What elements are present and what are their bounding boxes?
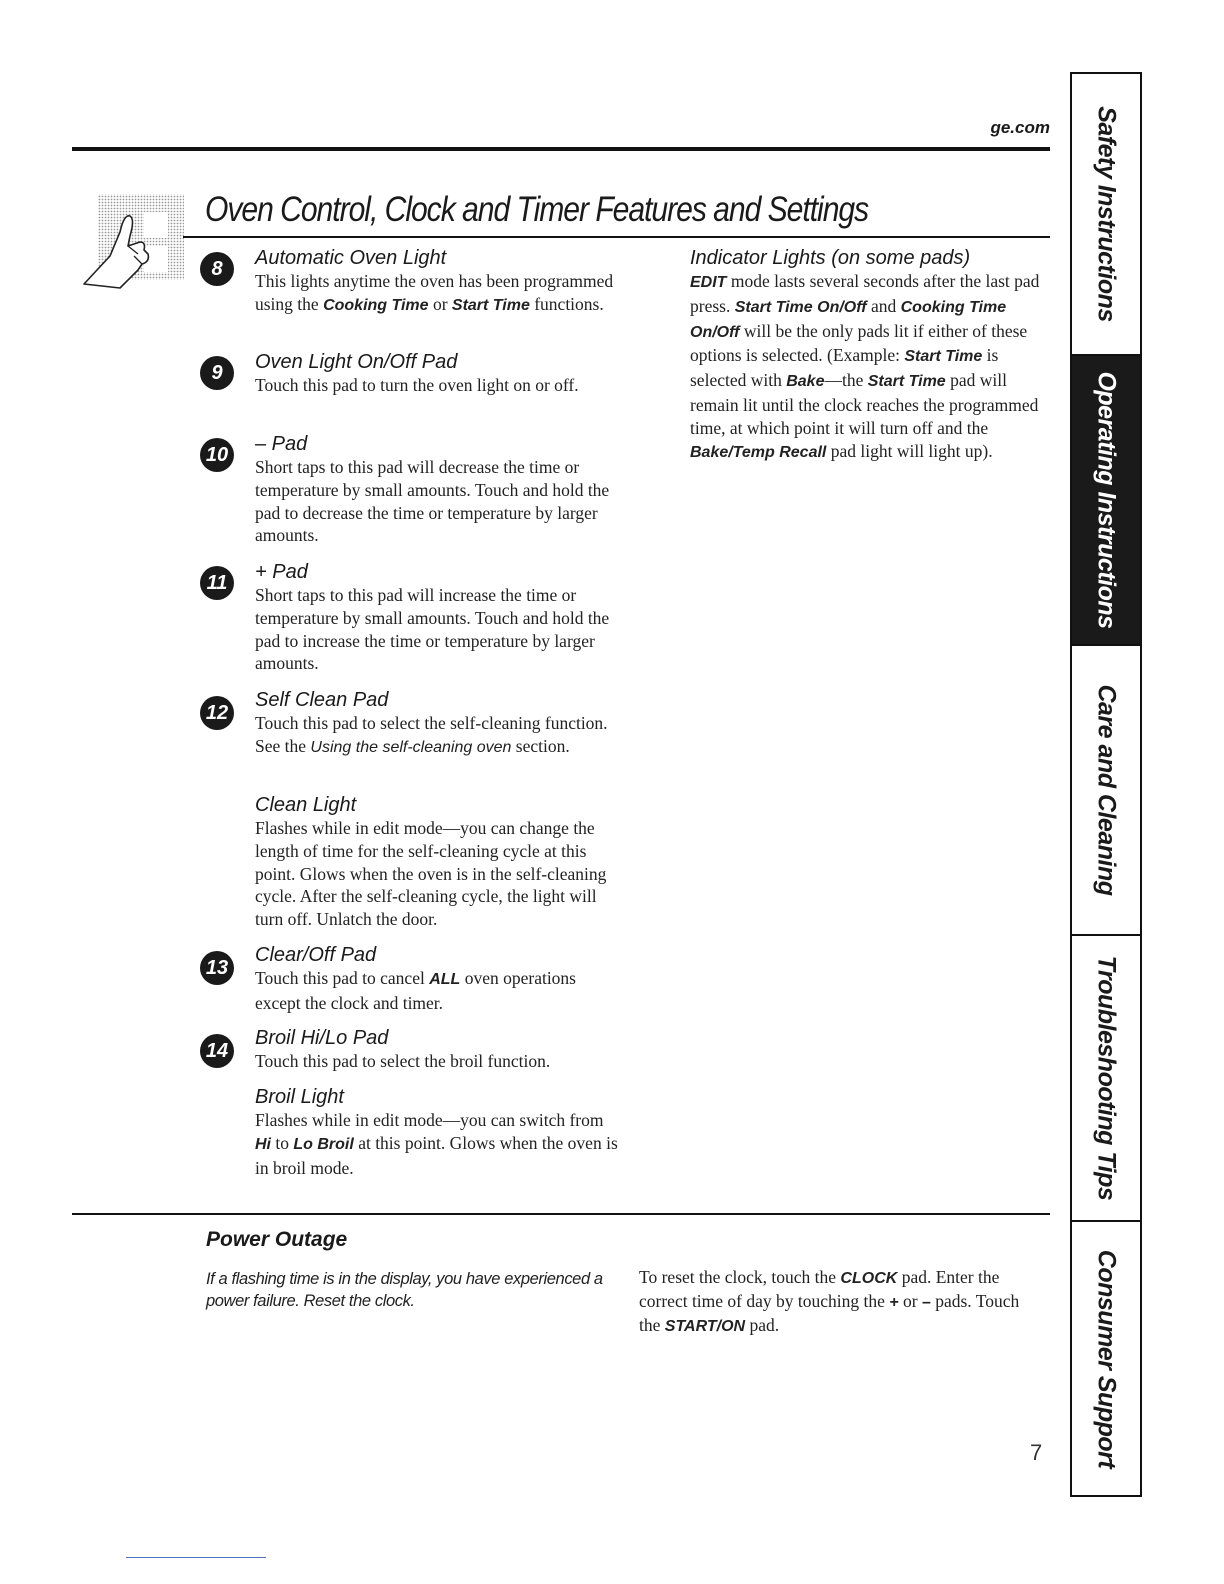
feature-body	[255, 584, 620, 675]
body-text: pads. Touch the	[639, 1291, 1020, 1335]
feature-body	[255, 1109, 620, 1179]
tab-label: Safety Instructions	[1092, 106, 1121, 322]
emphasis-text: Using the self-cleaning oven	[310, 738, 512, 756]
feature-heading: Clear/Off Pad	[255, 944, 377, 966]
item-number-badge: 8	[200, 252, 234, 286]
title-rule	[183, 236, 1050, 238]
body-text: Flashes while in edit mode—you can change the length of time for the self-cleaning cycle at this point. Glows when the oven is in the self-cleaning cycle. After the self-cleaning cycle, the light will turn off. Unlatch the door.	[255, 818, 607, 930]
tab-care-and-cleaning[interactable]	[1072, 646, 1140, 936]
body-text: This lights anytime the oven has been programmed using the	[255, 271, 614, 314]
emphasis-text: Bake	[786, 373, 825, 391]
item-number-badge: 12	[200, 696, 234, 730]
body-text: is selected with	[690, 345, 999, 391]
feature-self-clean-pad	[200, 688, 620, 760]
body-text: functions.	[529, 293, 604, 314]
item-number-badge: 14	[200, 1034, 234, 1068]
body-text: Touch this pad to select the broil function.	[255, 1051, 551, 1071]
body-text: and	[866, 295, 901, 316]
item-number-badge: 11	[200, 566, 234, 600]
tab-label: Troubleshooting Tips	[1092, 955, 1121, 1201]
body-text: or	[898, 1291, 922, 1311]
item-number-badge: 10	[200, 438, 234, 472]
emphasis-text: ALL	[429, 971, 461, 988]
feature-body	[690, 270, 1050, 464]
page-title: Oven Control, Clock and Timer Features and Settings	[205, 190, 869, 229]
body-text: Short taps to this pad will increase the time or temperature by small amounts. Touch and hold the pad to increase the time or temperature by larger amounts.	[255, 585, 610, 674]
feature-heading: Clean Light	[255, 794, 357, 816]
emphasis-text: START/ON	[664, 1318, 746, 1335]
body-text: Touch this pad to cancel	[255, 968, 430, 988]
feature-automatic-oven-light	[200, 246, 620, 318]
emphasis-text: Start Time	[867, 373, 946, 391]
feature-body	[255, 270, 620, 318]
feature-clear-off-pad	[200, 943, 620, 1015]
body-text: section.	[511, 735, 570, 756]
power-outage-instructions	[639, 1266, 1039, 1338]
emphasis-text: Start Time	[904, 348, 983, 366]
emphasis-text: Start Time On/Off	[734, 298, 867, 316]
feature-broil-pad	[200, 1026, 620, 1073]
feature-broil-light	[200, 1085, 620, 1179]
footer-line	[126, 1557, 266, 1558]
body-text: —the	[824, 370, 868, 391]
header-rule	[72, 147, 1050, 151]
hand-touch-icon	[80, 192, 186, 292]
feature-oven-light-pad	[200, 350, 620, 397]
site-url: ge.com	[990, 118, 1050, 137]
tab-label: Consumer Support	[1092, 1249, 1121, 1468]
body-text: mode lasts several seconds after the last pad press.	[690, 271, 1040, 316]
item-number-badge: 9	[200, 356, 234, 390]
body-text: Flashes while in edit mode—you can switch from	[255, 1110, 604, 1130]
tab-troubleshooting-tips[interactable]	[1072, 936, 1140, 1222]
body-text: To reset the clock, touch the	[639, 1267, 841, 1287]
section-rule	[72, 1213, 1050, 1215]
tab-consumer-support[interactable]	[1072, 1222, 1140, 1495]
feature-heading: Automatic Oven Light	[255, 247, 447, 269]
page-number: 7	[1030, 1440, 1043, 1465]
body-text: will be the only pads lit if either of these options is selected. (Example:	[690, 320, 1028, 366]
power-outage-note: If a flashing time is in the display, you have experienced a power failure. Reset the clock.	[206, 1270, 603, 1310]
feature-body	[255, 374, 620, 397]
emphasis-text: Hi	[255, 1135, 271, 1153]
body-text: pad. Enter the correct time of day by touching the	[639, 1267, 1000, 1311]
feature-plus-pad	[200, 560, 620, 675]
feature-heading: Broil Light	[255, 1086, 344, 1108]
emphasis-text: Bake/Temp Recall	[690, 443, 827, 461]
body-text: pad will remain lit until the clock reaches the programmed time, at which point it will turn off and the	[690, 370, 1039, 438]
feature-heading: + Pad	[255, 561, 308, 583]
tab-safety-instructions[interactable]	[1072, 74, 1140, 356]
section-tabs	[1070, 72, 1142, 1497]
feature-heading: Self Clean Pad	[255, 689, 389, 711]
body-text: at this point. Glows when the oven is in broil mode.	[255, 1132, 618, 1178]
body-text: pad.	[745, 1315, 780, 1335]
feature-heading: Oven Light On/Off Pad	[255, 351, 458, 373]
feature-minus-pad	[200, 432, 620, 547]
body-text: to	[271, 1132, 294, 1153]
emphasis-text: EDIT	[690, 274, 727, 291]
body-text: Short taps to this pad will decrease the time or temperature by small amounts. Touch and hold the pad to decrease the time or temperature by larger amounts.	[255, 457, 610, 546]
feature-heading: Indicator Lights (on some pads)	[690, 247, 971, 269]
feature-clean-light	[200, 793, 620, 931]
tab-label: Care and Cleaning	[1092, 684, 1121, 896]
feature-body	[255, 967, 620, 1015]
body-text: pad light will light up).	[826, 440, 993, 461]
emphasis-text: CLOCK	[840, 1270, 898, 1287]
body-text: Touch this pad to turn the oven light on or off.	[255, 375, 579, 395]
body-text: Touch this pad to select the self-cleaning function. See the	[255, 713, 608, 756]
emphasis-text: Start Time	[451, 296, 530, 314]
emphasis-text: Lo Broil	[293, 1135, 354, 1153]
body-text: or	[428, 293, 452, 314]
item-number-badge: 13	[200, 951, 234, 985]
indicator-lights-section	[690, 246, 1050, 464]
body-text: oven operations except the clock and timer.	[255, 968, 576, 1013]
feature-body	[255, 456, 620, 547]
emphasis-text: Cooking Time On/Off	[690, 298, 1007, 341]
emphasis-text: –	[921, 1294, 931, 1311]
emphasis-text: Cooking Time	[323, 296, 429, 314]
emphasis-text: +	[889, 1294, 899, 1311]
tab-operating-instructions[interactable]	[1072, 356, 1140, 646]
feature-heading: Broil Hi/Lo Pad	[255, 1027, 389, 1049]
feature-body	[255, 817, 620, 931]
tab-label: Operating Instructions	[1092, 371, 1121, 629]
feature-heading: – Pad	[255, 433, 308, 455]
power-outage-heading: Power Outage	[206, 1228, 348, 1251]
feature-body	[255, 1050, 620, 1073]
feature-body	[255, 712, 620, 760]
